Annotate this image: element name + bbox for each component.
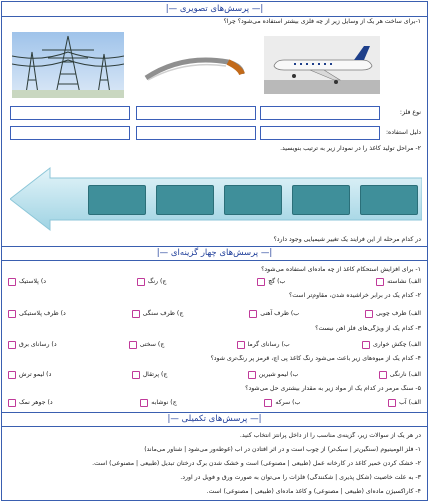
airplane-image [264, 36, 380, 94]
mc-question-4: ۴- کدام یک از میوه‌های زیر باعث می‌شود رنگ کاغذ پی اچ، قرمز پر رنگ‌تری شود؟ [210, 355, 421, 362]
mc-options-4 [8, 371, 421, 379]
power-tower-image [12, 32, 124, 98]
checkbox[interactable] [257, 278, 265, 286]
checkbox[interactable] [362, 341, 370, 349]
metal-input-sickle[interactable] [136, 106, 256, 120]
reason-input-tower[interactable] [10, 126, 130, 140]
section-header-multiple-choice: |— پرسش‌های چهار گزینه‌ای —| [156, 248, 273, 258]
completion-item-1: ۱- فلز آلومینیوم (سنگین‌تر | سبک‌تر) از چوب است و در اثر افتادن در آب (غوطه‌ور می‌شود | شناور می‌ماند) [144, 446, 421, 453]
checkbox[interactable] [8, 371, 16, 379]
completion-item-4: ۴- کارآکسیژن ماده‌ای (طبیعی | مصنوعی) و کاغذ ماده‌ای (طبیعی | مصنوعی) است. [206, 488, 421, 495]
checkbox[interactable] [249, 310, 257, 318]
checkbox[interactable] [379, 371, 387, 379]
process-step-box[interactable] [156, 185, 214, 215]
section-header-completion: |— پرسش‌های تکمیلی —| [167, 414, 262, 424]
mc-option[interactable]: الف) چکش خواری [362, 341, 421, 349]
question-2: ۲- مراحل تولید کاغذ را در نمودار زیر به ترتیب بنویسید. [280, 145, 421, 152]
mc-option[interactable]: ب) لیمو شیرین [248, 371, 299, 379]
reason-input-sickle[interactable] [136, 126, 256, 140]
process-step-box[interactable] [292, 185, 350, 215]
mc-option[interactable]: الف) ظرف چوبی [365, 310, 421, 318]
process-step-box[interactable] [88, 185, 146, 215]
checkbox[interactable] [129, 341, 137, 349]
mc-question-2: ۲- کدام یک در برابر خراشیده شدن، مقاوم‌تر است؟ [288, 292, 421, 299]
checkbox[interactable] [237, 341, 245, 349]
mc-option[interactable]: الف) آب [388, 399, 421, 407]
mc-options-5 [8, 399, 421, 407]
mc-option[interactable]: ب) سرکه [264, 399, 300, 407]
mc-option[interactable]: ج) پرتقال [132, 371, 168, 379]
sickle-image [142, 52, 246, 86]
mc-option[interactable]: ج) رنگ [137, 278, 167, 286]
mc-option[interactable]: ب) رسانای گرما [237, 341, 290, 349]
mc-option[interactable]: ج) سختی [129, 341, 165, 349]
mc-options-2 [8, 310, 421, 318]
divider [2, 16, 427, 17]
checkbox[interactable] [264, 399, 272, 407]
mc-question-3: ۳- کدام یک از ویژگی‌های فلز آهن نیست؟ [315, 325, 421, 332]
section-header-pictorial: |— پرسش‌های تصویری —| [165, 4, 264, 14]
mc-option[interactable]: د) ظرف پلاستیکی [8, 310, 66, 318]
mc-option[interactable]: الف) نارنگی [379, 371, 421, 379]
completion-item-3: ۳- به علت خاصیت (شکل پذیری | شکنندگی) فلزات را می‌توان به صورت ورق و فویل در آورد. [180, 474, 421, 481]
reason-input-airplane[interactable] [260, 126, 380, 140]
mc-option[interactable]: ج) ظرف سنگی [132, 310, 184, 318]
checkbox[interactable] [248, 371, 256, 379]
checkbox[interactable] [8, 399, 16, 407]
mc-option[interactable]: ب) گچ [257, 278, 285, 286]
worksheet-page [1, 1, 428, 501]
checkbox[interactable] [132, 371, 140, 379]
mc-options-1 [8, 278, 421, 286]
checkbox[interactable] [8, 341, 16, 349]
checkbox[interactable] [8, 278, 16, 286]
metal-input-tower[interactable] [10, 106, 130, 120]
completion-intro: در هر یک از سوالات زیر، گزینه‌ی مناسب را از داخل پرانتز انتخاب کنید. [239, 432, 421, 439]
checkbox[interactable] [376, 278, 384, 286]
row-label-metal: نوع فلز: [399, 109, 421, 116]
mc-option[interactable]: ج) نوشابه [140, 399, 176, 407]
checkbox[interactable] [140, 399, 148, 407]
metal-input-airplane[interactable] [260, 106, 380, 120]
mc-option[interactable]: د) لیمو ترش [8, 371, 51, 379]
divider [2, 260, 427, 261]
process-step-box[interactable] [224, 185, 282, 215]
mc-option[interactable]: ب) ظرف آهنی [249, 310, 299, 318]
section-title-multiple-choice: پرسش‌های چهار گزینه‌ای [170, 248, 259, 258]
divider [2, 426, 427, 427]
checkbox[interactable] [365, 310, 373, 318]
checkbox[interactable] [388, 399, 396, 407]
checkbox[interactable] [8, 310, 16, 318]
section-title-completion: پرسش‌های تکمیلی [181, 414, 248, 424]
mc-question-5: ۵- سنگ مرمر در کدام یک از مواد زیر به مقدار بیشتری حل می‌شود؟ [245, 385, 421, 392]
question-1: ۱-برای ساخت هر یک از وسایل زیر از چه فلزی بیشتر استفاده می‌شود؟ چرا؟ [223, 18, 421, 25]
checkbox[interactable] [132, 310, 140, 318]
mc-option[interactable]: د) رسانای برق [8, 341, 57, 349]
mc-option[interactable]: الف) نشاسته [376, 278, 421, 286]
process-step-box[interactable] [360, 185, 418, 215]
completion-item-2: ۲- خشک کردن خمیر کاغذ در کارخانه عمل (طبیعی | مصنوعی) است و خشک شدن برگ درختان تبدیل (طبیعی | مصنوعی) است. [92, 460, 421, 467]
mc-question-1: ۱- برای افزایش استحکام کاغذ از چه ماده‌ای استفاده می‌شود؟ [261, 266, 421, 273]
checkbox[interactable] [137, 278, 145, 286]
mc-option[interactable]: د) جوهر نمک [8, 399, 53, 407]
question-3: در کدام مرحله از این فرآیند یک تغییر شیمیایی وجود دارد؟ [273, 236, 421, 243]
section-title-pictorial: پرسش‌های تصویری [179, 4, 250, 14]
row-label-reason: دلیل استفاده: [385, 129, 421, 136]
mc-options-3 [8, 341, 421, 349]
mc-option[interactable]: د) پلاستیک [8, 278, 46, 286]
